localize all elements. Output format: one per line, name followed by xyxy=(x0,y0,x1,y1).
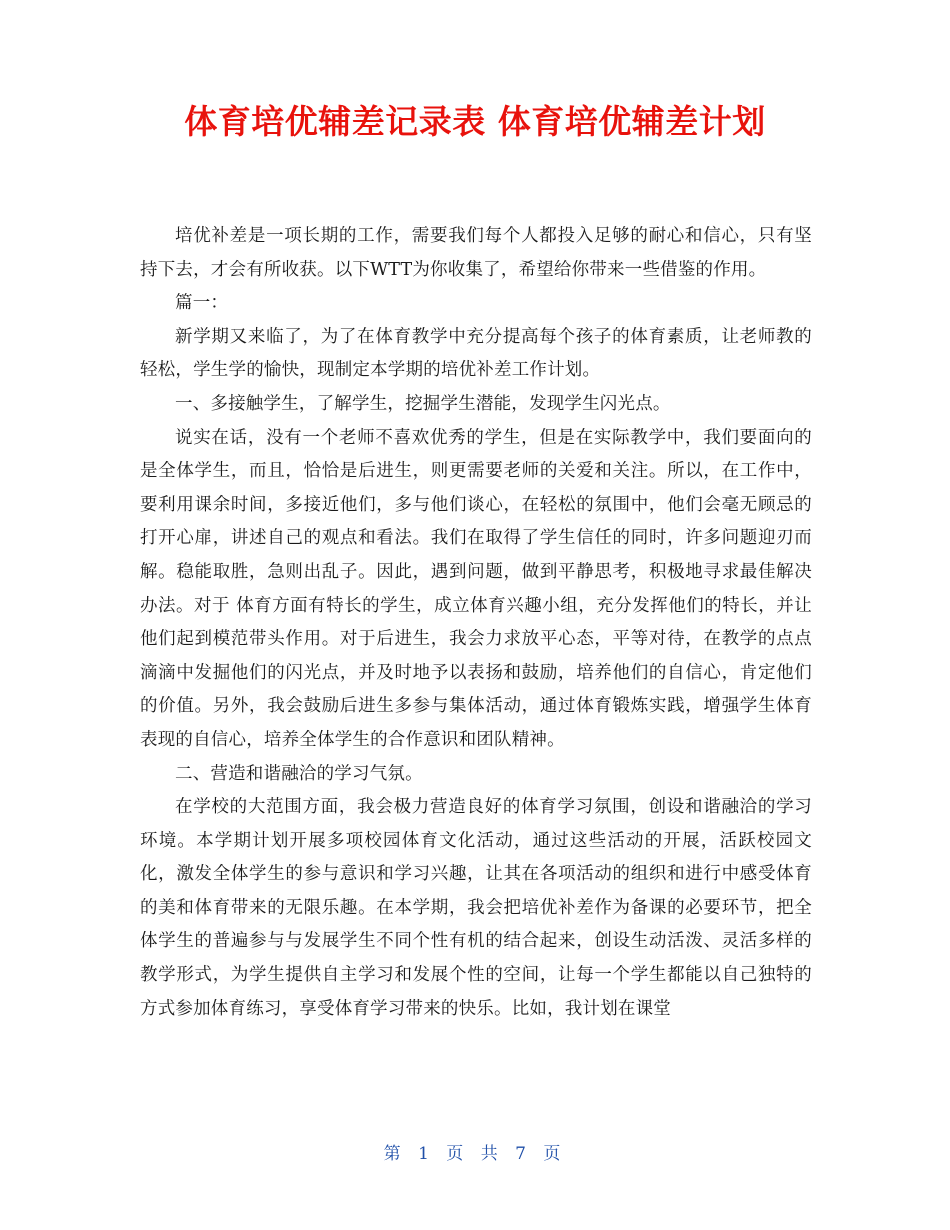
document-title: 体育培优辅差记录表 体育培优辅差计划 xyxy=(184,102,766,141)
intro-paragraph: 培优补差是一项长期的工作，需要我们每个人都投入足够的耐心和信心，只有坚持下去，才会有所收获。以下WTT为你收集了，希望给你带来一些借鉴的作用。 xyxy=(140,226,812,280)
heading-one: 一、多接触学生，了解学生，挖掘学生潜能，发现学生闪光点。 xyxy=(175,393,671,414)
heading-one-body: 说实在话，没有一个老师不喜欢优秀的学生，但是在实际教学中，我们要面向的是全体学生，而且，恰恰是后进生，则更需要老师的关爱和关注。所以，在工作中，要利用课余时间，多接近他们，多与他们谈心，在轻松的氛围中，他们会毫无顾忌的打开心扉，讲述自己的观点和看法。我们在取得了学生信任的同时，许多问题迎刃而解。稳能取胜，急则出乱子。因此，遇到问题，做到平静思考，积极地寻求最佳解决办法。对于 体育方面有特长的学生，成立体育兴趣小组，充分发挥他们的特长，并让他们起到模范带头作用。对于后进生，我会力求放平心态，平等对待，在教学的点点滴滴中发掘他们的闪光点，并及时地予以表扬和鼓励，培养他们的自信心，肯定他们的价值。另外，我会鼓励后进生多参与集体活动，通过体育锻炼实践，增强学生体育表现的自信心，培养全体学生的合作意识和团队精神。 xyxy=(140,427,812,750)
plan-intro-paragraph: 新学期又来临了，为了在体育教学中充分提高每个孩子的体育素质，让老师教的轻松，学生学的愉快，现制定本学期的培优补差工作计划。 xyxy=(140,326,812,381)
section-label-part-one: 篇一： xyxy=(175,293,229,314)
heading-two-body: 在学校的大范围方面，我会极力营造良好的体育学习氛围，创设和谐融洽的学习环境。本学期计划开展多项校园体育文化活动，通过这些活动的开展，活跃校园文化，激发全体学生的参与意识和学习兴趣，让其在各项活动的组织和进行中感受体育的美和体育带来的无限乐趣。在本学期，我会把培优补差作为备课的必要环节，把全体学生的普遍参与与发展学生不同个性有机的结合起来，创设生动活泼、灵活多样的教学形式，为学生提供自主学习和发展个性的空间，让每一个学生都能以自己独特的方式参加体育练习，享受体育学习带来的快乐。比如，我计划在课堂 xyxy=(140,797,812,1019)
page-number-footer: 第 1 页 共 7 页 xyxy=(383,1144,567,1164)
document-body xyxy=(140,220,812,1026)
heading-two: 二、营造和谐融洽的学习气氛。 xyxy=(175,763,423,784)
